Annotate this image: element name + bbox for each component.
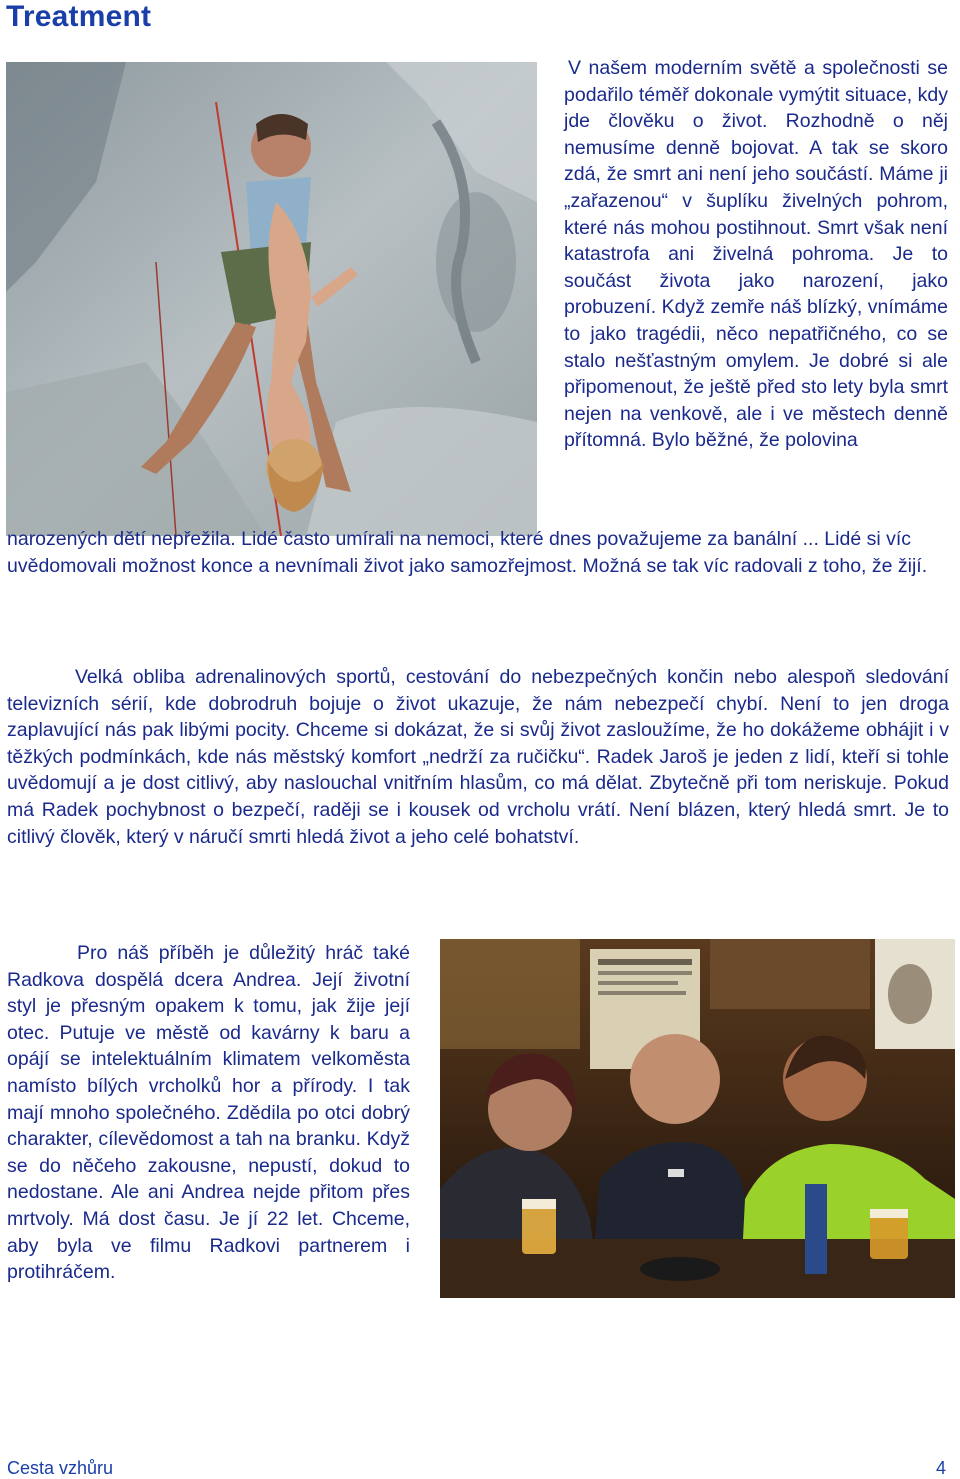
adrenaline-text: Velká obliba adrenalinových sportů, cestování do nebezpečných končin nebo alespoň sledování televizních sérií, kde dobrodruh bojuje o život ukazuje, že nám nebezpečí chybí. Není to jen droga zaplavující nás pak libými pocity. Chceme si dokázat, že si svůj život zasloužíme, že ho dokážeme obhájit i v těžkých podmínkách, kde nás městský komfort „nedrží za ručičku“. Radek Jaroš je jeden z lidí, kteří si tohle uvědomují a je dost citlivý, aby naslouchal vnitřním hlasům, co má dělat. Zbytečně při tom neriskuje. Pokud má Radek pochybnost o bezpečí, raději se i kousek od vrcholu vrátí. Není blázen, který hledá smrt. Je to citlivý člověk, který v náručí smrti hledá život a jeho celé bohatství. (7, 666, 949, 848)
page-number: 4 (935, 1458, 946, 1478)
climbing-photo (6, 62, 537, 536)
intro-paragraph-continued (7, 526, 949, 579)
publication-name: Cesta vzhůru (7, 1458, 114, 1478)
page-title: Treatment (6, 0, 152, 33)
pub-photo (440, 939, 955, 1298)
intro-text-right: V našem moderním světě a společnosti se podařilo téměř dokonale vymýtit situace, kdy jde člověku o život. Rozhodně o něj nemusíme denně bojovat. A tak se skoro zdá, že smrt ani není jeho součástí. Máme ji „zařazenou“ v šuplíku živelných pohrom, které nás mohou postihnout. Smrt však není katastrofa ani živelná pohroma. Je to součást života jako narození, jako probuzení. Když zemře náš blízký, vnímáme to jako tragédii, něco nepatřičného, co se stalo nešťastným omylem. Je dobré si ale připomenout, že ještě před sto lety byla smrt nejen na venkově, ale i ve městech denně přítomná. Bylo běžné, že polovina (564, 57, 948, 452)
intro-text-continued: narozených dětí nepřežila. Lidé často umírali na nemoci, které dnes považujeme za banální ... Lidé si víc uvědomovali možnost konce a nevnímali život jako samozřejmost. Možná se tak víc radovali z toho, že žijí. (7, 528, 928, 577)
adrenaline-paragraph (7, 664, 949, 850)
intro-paragraph-right (564, 55, 948, 454)
andrea-text: Pro náš příběh je důležitý hráč také Radkova dospělá dcera Andrea. Její životní styl je přesným opakem k tomu, jak žije její otec. Putuje ve městě od kavárny k baru a opájí se intelektuálním klimatem velkoměsta namísto bílých vrcholků hor a přírody. I tak mají mnoho společného. Zdědila po otci dobrý charakter, cílevědomost a tah na branku. Když se do něčeho zakousne, nepustí, dokud to nedostane. Ale ani Andrea nejde přitom přes mrtvoly. Má dost času. Je jí 22 let. Chceme, aby byla ve filmu Radkovi partnerem i protihráčem. (7, 942, 410, 1284)
andrea-paragraph (7, 940, 410, 1286)
